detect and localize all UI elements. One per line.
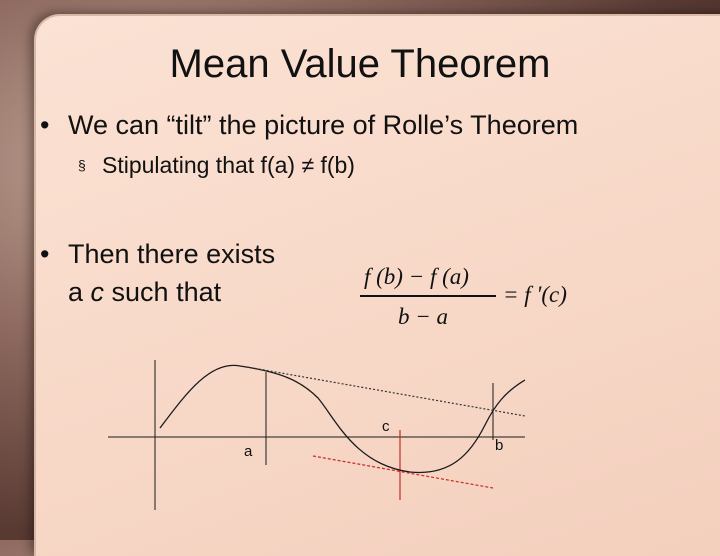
label-b: b (495, 437, 504, 454)
bullet-line1: Then there exists (68, 239, 276, 269)
function-curve (160, 365, 525, 472)
formula-numerator: f (b) − f (a) (364, 264, 469, 289)
sub-bullet-text: Stipulating that f(a) ≠ f(b) (102, 152, 355, 178)
label-a: a (244, 443, 253, 460)
formula-denominator: b − a (398, 304, 449, 329)
line2-italic-c: c (90, 277, 105, 307)
slide-title: Mean Value Theorem (169, 42, 551, 86)
line2-post: such that (104, 277, 222, 307)
secant-line (247, 367, 525, 416)
bullet-marker: • (40, 110, 50, 140)
bullet-marker: • (40, 239, 50, 269)
sub-bullet-marker: § (78, 157, 86, 173)
formula-rhs: = f '(c) (503, 282, 567, 307)
tangent-line (313, 456, 493, 488)
label-c: c (382, 418, 390, 435)
bullet-text: We can “tilt” the picture of Rolle’s Theorem (68, 110, 579, 140)
line2-pre: a (68, 277, 91, 307)
